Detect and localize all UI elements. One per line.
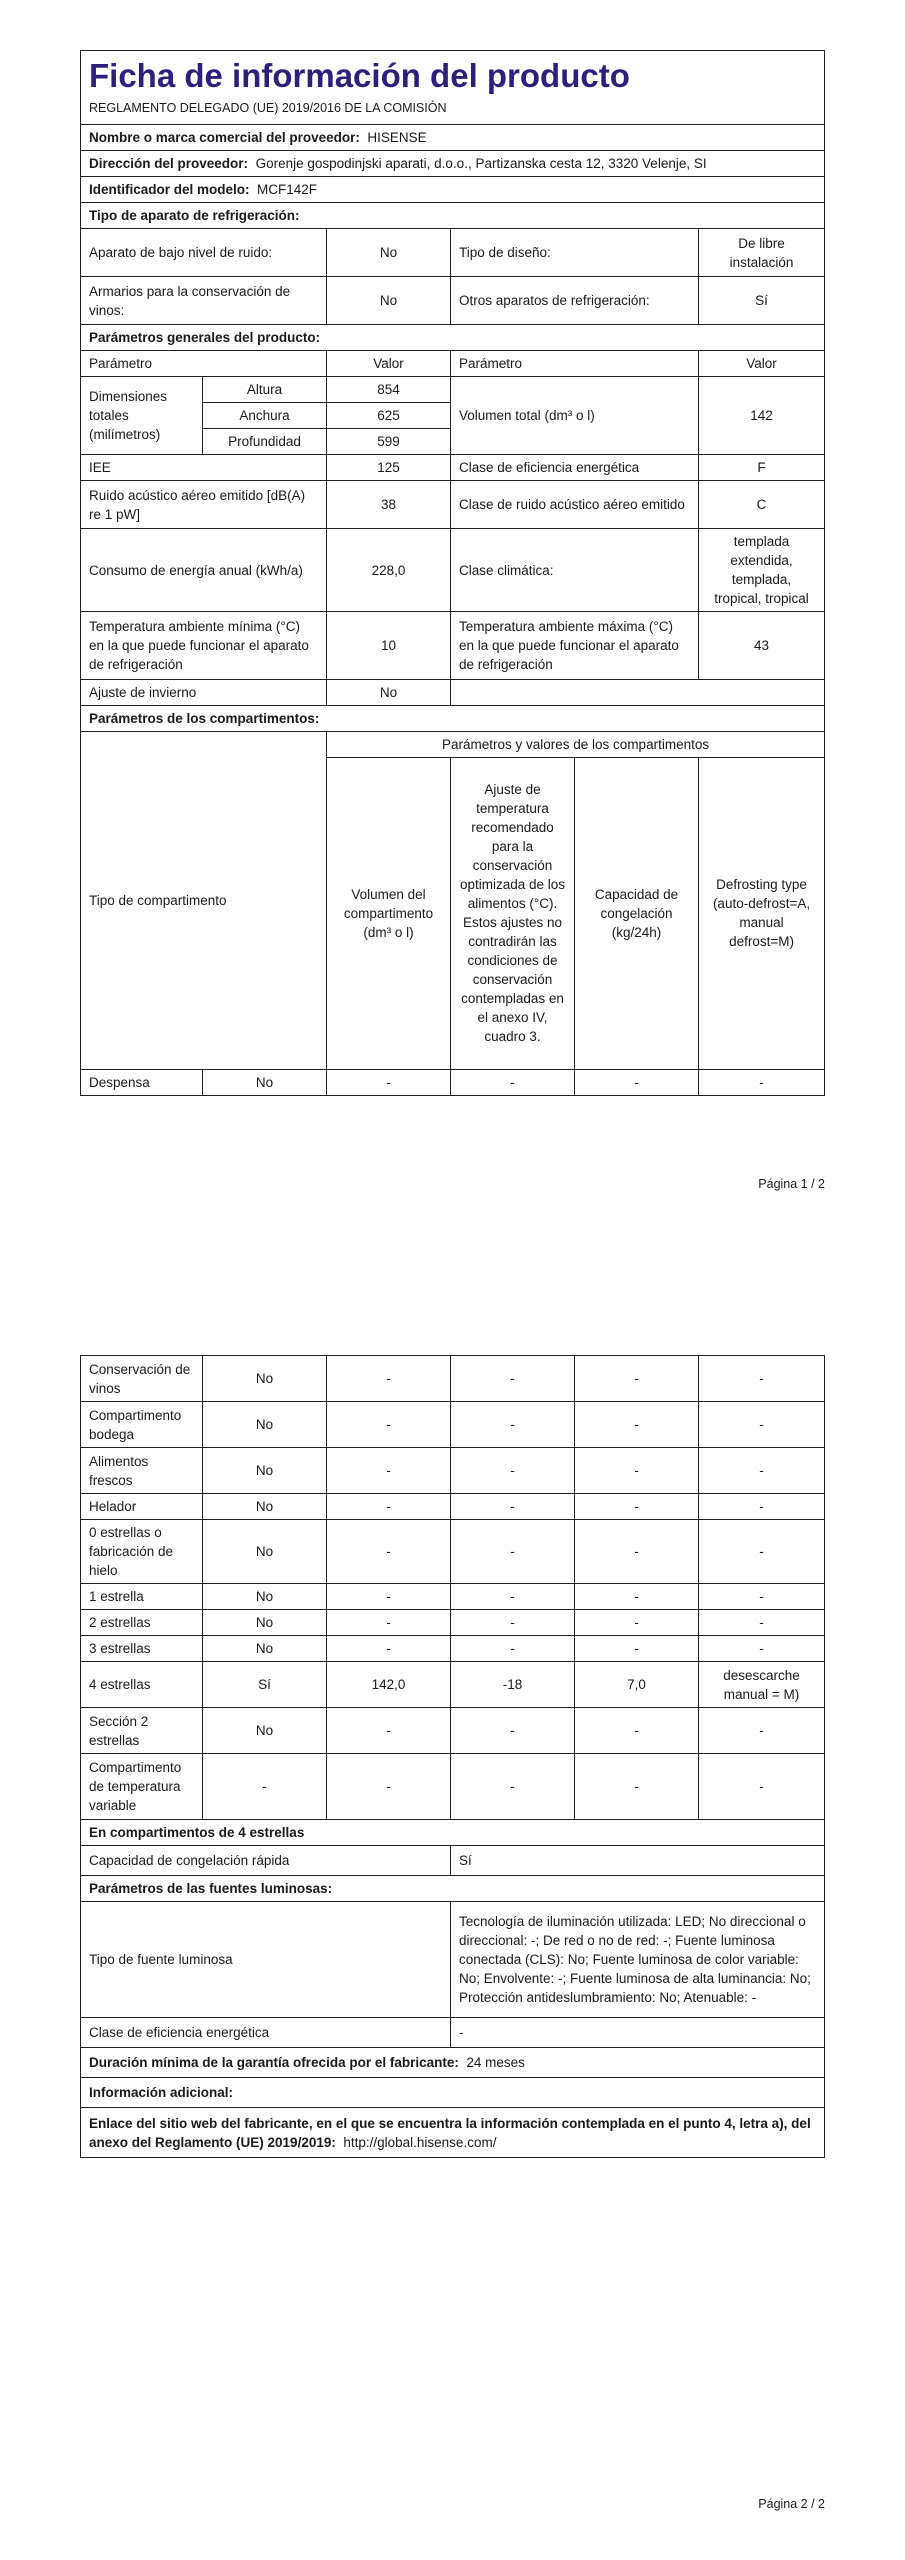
- compartment-volume: -: [327, 1356, 451, 1402]
- compartment-defrost: -: [699, 1636, 825, 1662]
- noise-class-label: Clase de ruido acústico aéreo emitido: [451, 481, 699, 529]
- product-info-sheet: [80, 50, 825, 732]
- compartment-row: [81, 1754, 825, 1820]
- max-temp-label: Temperatura ambiente máxima (°C) en la que puede funcionar el aparato de refrigeración: [451, 612, 699, 680]
- other-appliance-label: Otros aparatos de refrigeración:: [451, 277, 699, 325]
- warranty-value: 24 meses: [466, 2055, 525, 2070]
- pantry-temp: -: [451, 1069, 575, 1095]
- compartment-temp: -: [451, 1520, 575, 1584]
- general-params-header: Parámetros generales del producto:: [81, 325, 825, 351]
- compartment-name: Helador: [81, 1494, 203, 1520]
- compartment-row: [81, 1520, 825, 1584]
- compartment-name: 1 estrella: [81, 1584, 203, 1610]
- compartment-volume: -: [327, 1494, 451, 1520]
- compartment-volume: -: [327, 1520, 451, 1584]
- compartment-present: No: [203, 1356, 327, 1402]
- light-class-value: -: [451, 2018, 825, 2048]
- page-2: [80, 1355, 824, 2158]
- col-defrost-header: Defrosting type (auto-defrost=A, manual defrost=M): [699, 757, 825, 1069]
- compartment-row: [81, 1662, 825, 1708]
- wine-cabinet-label: Armarios para la conservación de vinos:: [81, 277, 327, 325]
- compartment-volume: -: [327, 1402, 451, 1448]
- compartment-row: [81, 1708, 825, 1754]
- regulation-subtitle: REGLAMENTO DELEGADO (UE) 2019/2016 DE LA COMISIÓN: [89, 101, 447, 115]
- compartment-volume: -: [327, 1708, 451, 1754]
- compartment-freezing: -: [575, 1610, 699, 1636]
- compartment-name: Compartimento de temperatura variable: [81, 1754, 203, 1820]
- compartment-present: No: [203, 1520, 327, 1584]
- min-temp-value: 10: [327, 612, 451, 680]
- design-type-label: Tipo de diseño:: [451, 229, 699, 277]
- width-label: Anchura: [203, 403, 327, 429]
- compartment-present: No: [203, 1402, 327, 1448]
- compartment-volume: -: [327, 1448, 451, 1494]
- compartment-name: Sección 2 estrellas: [81, 1708, 203, 1754]
- model-value: MCF142F: [257, 182, 318, 197]
- compartment-present: No: [203, 1708, 327, 1754]
- compartment-name: 4 estrellas: [81, 1662, 203, 1708]
- compartment-volume: -: [327, 1610, 451, 1636]
- compartment-freezing: -: [575, 1356, 699, 1402]
- climate-class-label: Clase climática:: [451, 529, 699, 612]
- depth-label: Profundidad: [203, 429, 327, 455]
- compartment-present: No: [203, 1448, 327, 1494]
- supplier-address-value: Gorenje gospodinjski aparati, d.o.o., Partizanska cesta 12, 3320 Velenje, SI: [255, 156, 707, 171]
- supplier-address-label: Dirección del proveedor:: [89, 156, 249, 171]
- compartment-name: 2 estrellas: [81, 1610, 203, 1636]
- compartment-temp: -: [451, 1584, 575, 1610]
- compartment-freezing: -: [575, 1494, 699, 1520]
- max-temp-value: 43: [699, 612, 825, 680]
- compartment-defrost: -: [699, 1708, 825, 1754]
- compartment-freezing: -: [575, 1584, 699, 1610]
- compartment-temp: -: [451, 1494, 575, 1520]
- eei-value: 125: [327, 455, 451, 481]
- light-type-value: Tecnología de iluminación utilizada: LED; No direccional o direccional: -; De red o no de red: -; Fuente luminosa conectada (CLS): No; Fuente luminosa de color variable: No; Envolvente: -; Fuente luminosa de alta luminancia: No; Protección antideslumbramiento: No; Atenuable: -: [451, 1902, 825, 2018]
- light-source-header: Parámetros de las fuentes luminosas:: [81, 1876, 825, 1902]
- compartment-defrost: -: [699, 1494, 825, 1520]
- compartment-freezing: -: [575, 1402, 699, 1448]
- compartment-row: [81, 1356, 825, 1402]
- compartment-temp: -: [451, 1754, 575, 1820]
- compartment-row: [81, 1584, 825, 1610]
- compartment-present: No: [203, 1636, 327, 1662]
- pantry-present: No: [203, 1069, 327, 1095]
- page-number-1: Página 1 / 2: [758, 1177, 825, 1191]
- pantry-label: Despensa: [81, 1069, 203, 1095]
- light-class-label: Clase de eficiencia energética: [81, 2018, 451, 2048]
- compartment-defrost: -: [699, 1402, 825, 1448]
- compartment-row: [81, 1402, 825, 1448]
- wine-cabinet-value: No: [327, 277, 451, 325]
- page-title: Ficha de información del producto: [89, 57, 630, 94]
- low-noise-value: No: [327, 229, 451, 277]
- warranty-label: Duración mínima de la garantía ofrecida por el fabricante:: [89, 2055, 459, 2070]
- min-temp-label: Temperatura ambiente mínima (°C) en la que puede funcionar el aparato de refrigeración: [81, 612, 327, 680]
- fast-freeze-value: Sí: [451, 1846, 825, 1876]
- compartment-temp: -: [451, 1356, 575, 1402]
- compartment-row: [81, 1448, 825, 1494]
- page-number-2: Página 2 / 2: [758, 2497, 825, 2511]
- compartment-temp: -: [451, 1448, 575, 1494]
- compartment-defrost: -: [699, 1610, 825, 1636]
- value-col-header-left: Valor: [327, 351, 451, 377]
- model-row: [81, 177, 825, 203]
- compartment-freezing: -: [575, 1708, 699, 1754]
- compartment-values-header: Parámetros y valores de los compartimentos: [327, 731, 825, 757]
- compartment-defrost: -: [699, 1584, 825, 1610]
- pantry-defrost: -: [699, 1069, 825, 1095]
- compartment-present: No: [203, 1610, 327, 1636]
- noise-value: 38: [327, 481, 451, 529]
- compartment-row: [81, 1636, 825, 1662]
- compartment-params-header: Parámetros de los compartimentos:: [81, 706, 825, 732]
- weblink-label: Enlace del sitio web del fabricante, en el que se encuentra la información contemplada en el punto 4, letra a), del anexo del Reglamento (UE) 2019/2019:: [89, 2115, 811, 2150]
- page-1: [80, 50, 824, 1096]
- design-type-value: De libre instalación: [699, 229, 825, 277]
- compartment-row: [81, 1494, 825, 1520]
- compartment-name: Compartimento bodega: [81, 1402, 203, 1448]
- compartment-volume: -: [327, 1754, 451, 1820]
- pantry-freezing: -: [575, 1069, 699, 1095]
- height-value: 854: [327, 377, 451, 403]
- compartments-table: [80, 1355, 825, 2158]
- eei-label: IEE: [81, 455, 327, 481]
- compartment-name: Conservación de vinos: [81, 1356, 203, 1402]
- compartment-volume: 142,0: [327, 1662, 451, 1708]
- consumption-label: Consumo de energía anual (kWh/a): [81, 529, 327, 612]
- compartment-defrost: -: [699, 1448, 825, 1494]
- compartment-temp: -: [451, 1402, 575, 1448]
- compartment-type-label: Tipo de compartimento: [81, 731, 327, 1069]
- winter-setting-label: Ajuste de invierno: [81, 680, 327, 706]
- noise-label: Ruido acústico aéreo emitido [dB(A) re 1 pW]: [81, 481, 327, 529]
- compartment-temp: -: [451, 1610, 575, 1636]
- compartment-temp: -18: [451, 1662, 575, 1708]
- compartment-present: Sí: [203, 1662, 327, 1708]
- param-col-header-right: Parámetro: [451, 351, 699, 377]
- compartment-freezing: -: [575, 1448, 699, 1494]
- col-temp-header: Ajuste de temperatura recomendado para la conservación optimizada de los alimentos (°C). Estos ajustes no contradirán las condiciones de conservación contempladas en el anexo IV, cuadro 3.: [451, 757, 575, 1069]
- energy-class-label: Clase de eficiencia energética: [451, 455, 699, 481]
- noise-class-value: C: [699, 481, 825, 529]
- compartment-defrost: desescarche manual = M): [699, 1662, 825, 1708]
- climate-class-value: templada extendida, templada, tropical, tropical: [699, 529, 825, 612]
- width-value: 625: [327, 403, 451, 429]
- col-freezing-header: Capacidad de congelación (kg/24h): [575, 757, 699, 1069]
- depth-value: 599: [327, 429, 451, 455]
- col-volume-header: Volumen del compartimento (dm³ o l): [327, 757, 451, 1069]
- height-label: Altura: [203, 377, 327, 403]
- weblink-value[interactable]: http://global.hisense.com/: [343, 2134, 497, 2150]
- compartment-freezing: -: [575, 1520, 699, 1584]
- weblink-row: [81, 2108, 825, 2158]
- dimensions-label: Dimensiones totales (milímetros): [81, 377, 203, 455]
- compartment-freezing: 7,0: [575, 1662, 699, 1708]
- winter-setting-value: No: [327, 680, 451, 706]
- compartment-name: 3 estrellas: [81, 1636, 203, 1662]
- compartment-defrost: -: [699, 1754, 825, 1820]
- light-type-label: Tipo de fuente luminosa: [81, 1902, 451, 2018]
- fast-freeze-label: Capacidad de congelación rápida: [81, 1846, 451, 1876]
- compartment-freezing: -: [575, 1636, 699, 1662]
- compartment-defrost: -: [699, 1520, 825, 1584]
- compartment-name: Alimentos frescos: [81, 1448, 203, 1494]
- total-volume-value: 142: [699, 377, 825, 455]
- compartment-header-table: [80, 731, 825, 1096]
- consumption-value: 228,0: [327, 529, 451, 612]
- compartment-temp: -: [451, 1636, 575, 1662]
- additional-info-label: Información adicional:: [81, 2078, 825, 2108]
- low-noise-label: Aparato de bajo nivel de ruido:: [81, 229, 327, 277]
- pantry-volume: -: [327, 1069, 451, 1095]
- compartment-row: [81, 1610, 825, 1636]
- param-col-header-left: Parámetro: [81, 351, 327, 377]
- energy-class-value: F: [699, 455, 825, 481]
- compartment-freezing: -: [575, 1754, 699, 1820]
- warranty-row: [81, 2048, 825, 2078]
- total-volume-label: Volumen total (dm³ o l): [451, 377, 699, 455]
- compartment-present: No: [203, 1494, 327, 1520]
- supplier-name-value: HISENSE: [367, 130, 427, 145]
- other-appliance-value: Sí: [699, 277, 825, 325]
- compartment-present: -: [203, 1754, 327, 1820]
- model-label: Identificador del modelo:: [89, 182, 250, 197]
- compartment-volume: -: [327, 1636, 451, 1662]
- compartment-defrost: -: [699, 1356, 825, 1402]
- compartment-name: 0 estrellas o fabricación de hielo: [81, 1520, 203, 1584]
- value-col-header-right: Valor: [699, 351, 825, 377]
- compartment-present: No: [203, 1584, 327, 1610]
- supplier-address-row: [81, 151, 825, 177]
- compartment-temp: -: [451, 1708, 575, 1754]
- four-star-header: En compartimentos de 4 estrellas: [81, 1820, 825, 1846]
- compartment-volume: -: [327, 1584, 451, 1610]
- supplier-name-label: Nombre o marca comercial del proveedor:: [89, 130, 360, 145]
- appliance-type-header: Tipo de aparato de refrigeración:: [81, 203, 825, 229]
- supplier-name-row: [81, 125, 825, 151]
